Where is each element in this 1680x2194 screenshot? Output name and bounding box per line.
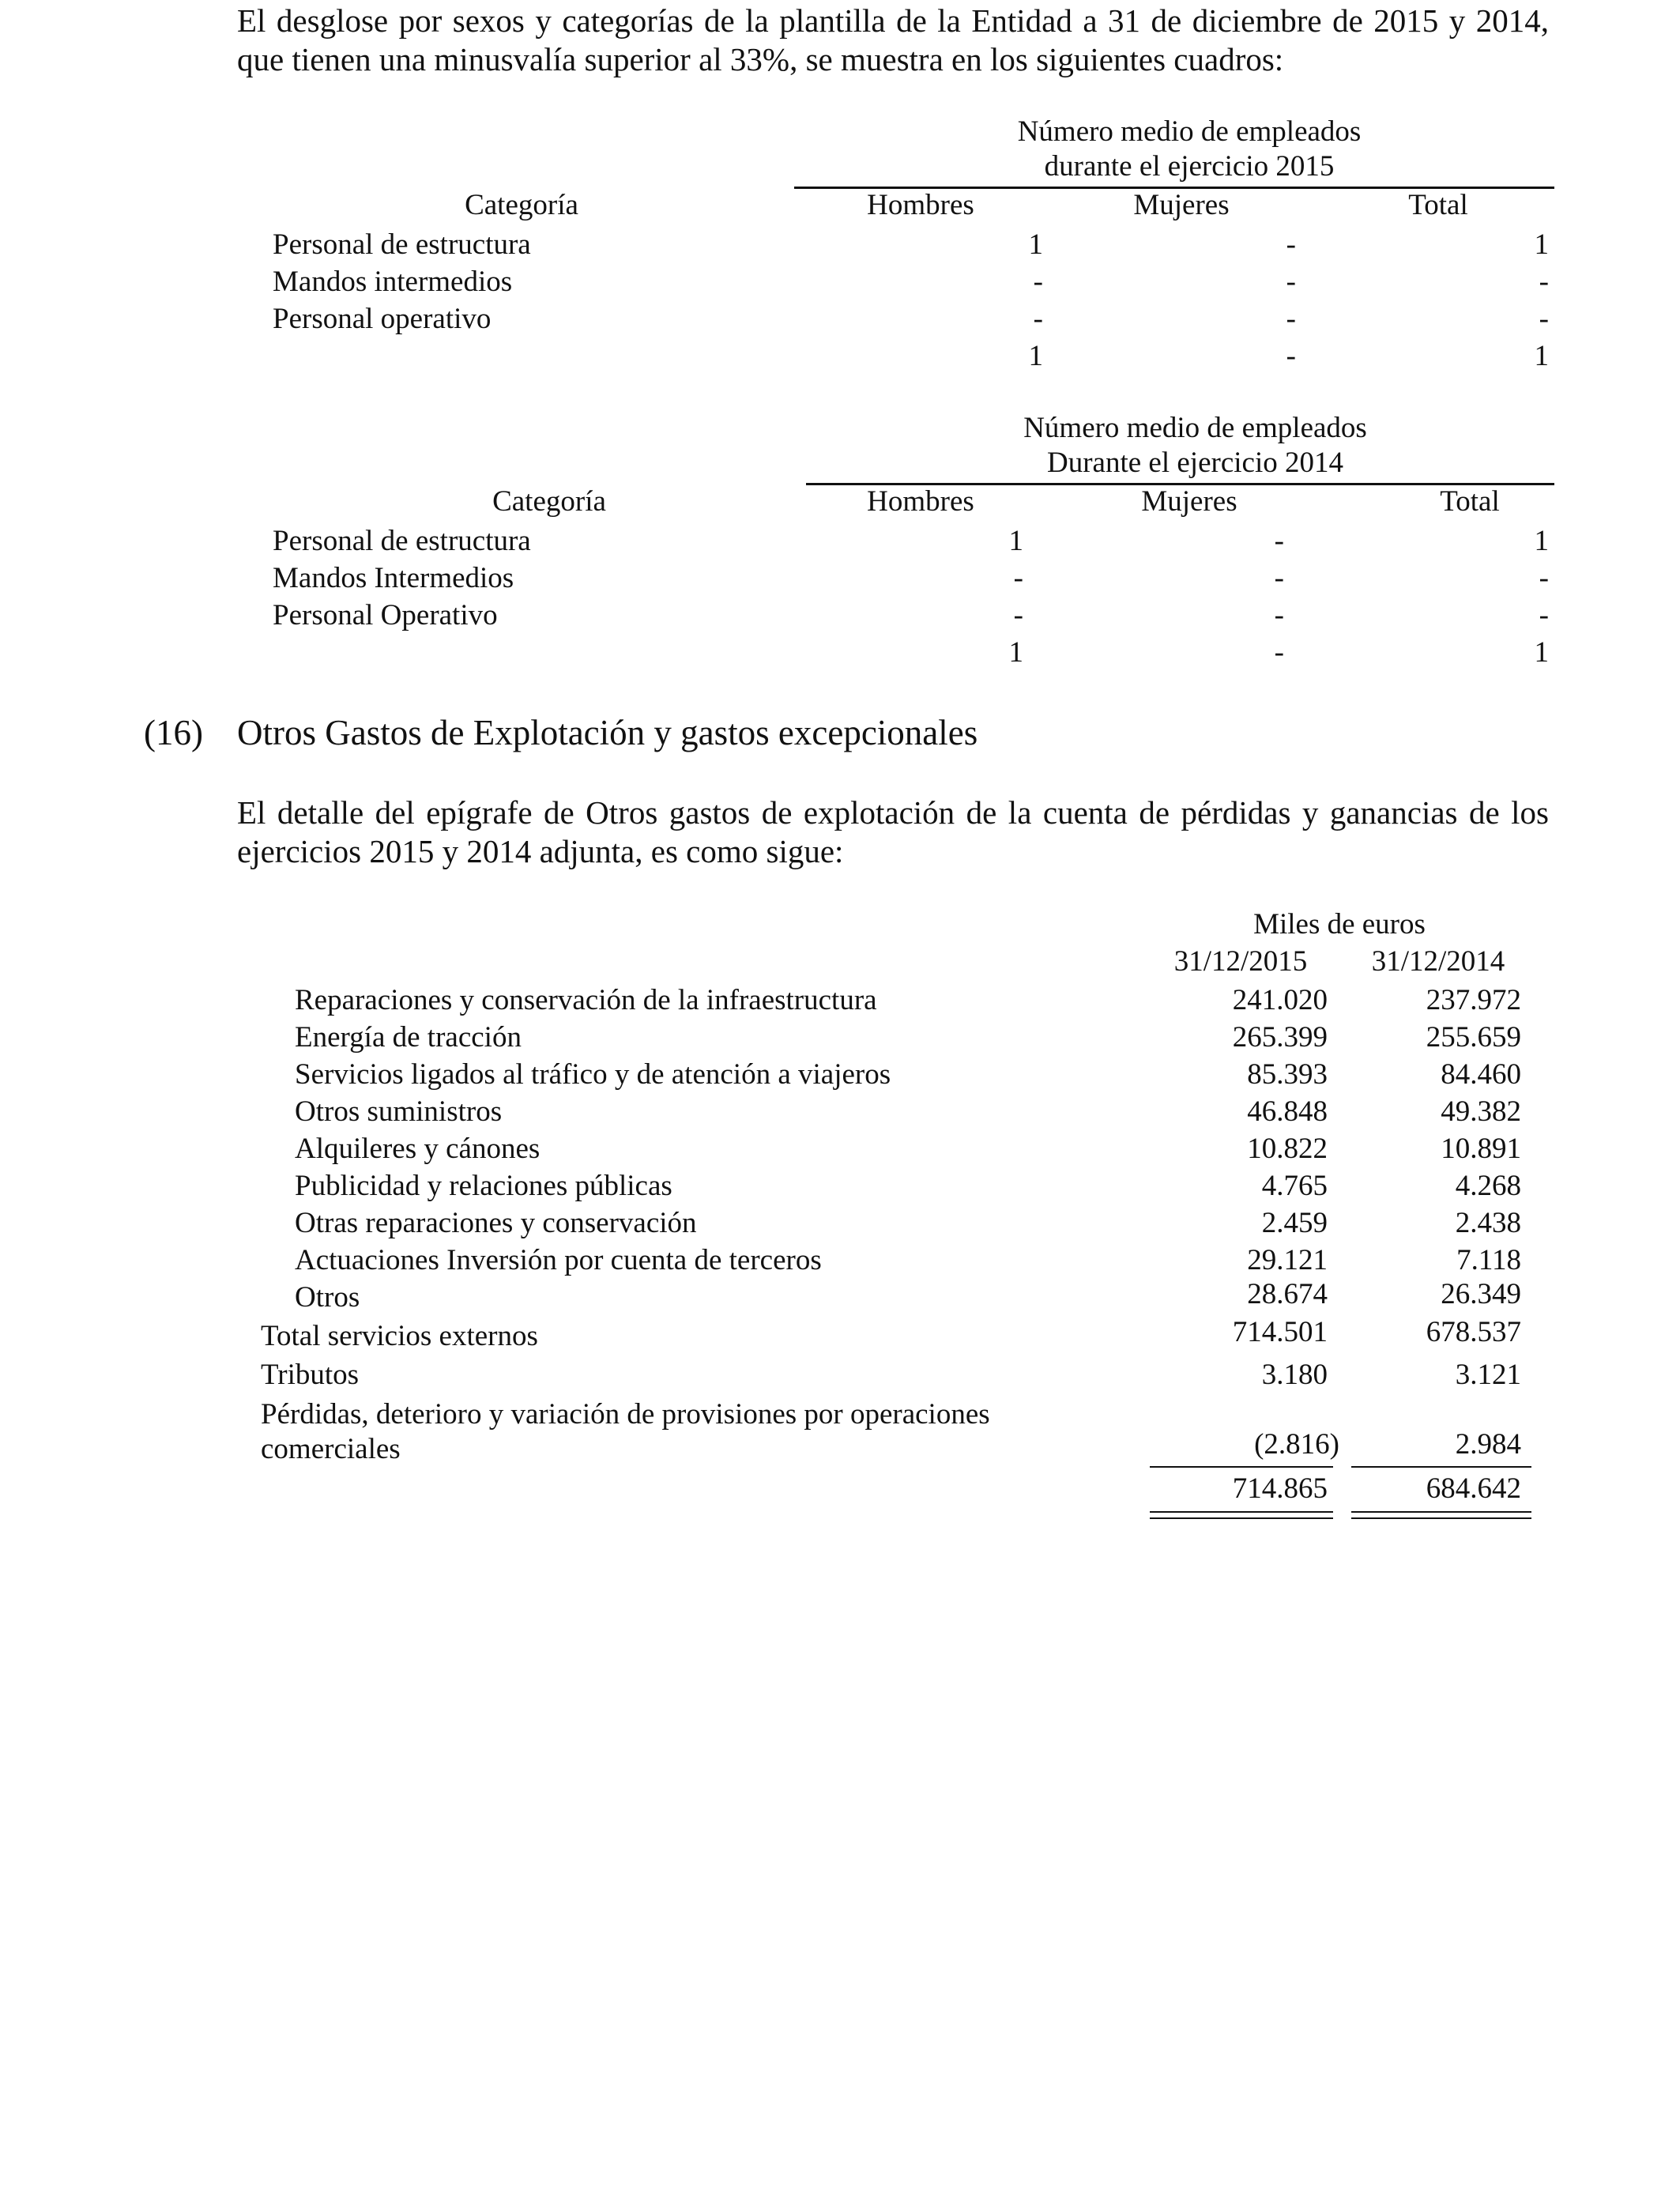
- perdidas-label-line1: Pérdidas, deterioro y variación de provisiones por operaciones: [261, 1398, 990, 1431]
- double-rule-2015-a: [1150, 1511, 1333, 1513]
- section-title: Otros Gastos de Explotación y gastos excepcionales: [237, 713, 978, 752]
- col-header-2014: 31/12/2014: [1371, 945, 1505, 978]
- expense-label: Servicios ligados al tráfico y de atención a viajeros: [295, 1058, 891, 1091]
- col-header-mujeres: Mujeres: [1141, 485, 1237, 518]
- expense-label: Otras reparaciones y conservación: [295, 1207, 697, 1239]
- expense-2014: 255.659: [1426, 1021, 1521, 1054]
- table-header-line2: durante el ejercicio 2015: [1044, 150, 1335, 183]
- expense-2014: 49.382: [1441, 1095, 1521, 1128]
- expense-2015: 241.020: [1232, 984, 1328, 1016]
- expense-2014: 84.460: [1441, 1058, 1521, 1091]
- row-hombres: -: [1033, 266, 1043, 298]
- row-hombres: 1: [1008, 525, 1023, 557]
- row-mujeres: -: [1274, 525, 1284, 557]
- expense-2014: 237.972: [1426, 984, 1521, 1016]
- grand-total-2014: 684.642: [1426, 1472, 1521, 1505]
- expense-label: Reparaciones y conservación de la infraestructura: [295, 984, 877, 1016]
- total-total: 1: [1534, 636, 1549, 669]
- expense-2015: 4.765: [1261, 1170, 1328, 1202]
- col-header-total: Total: [1440, 485, 1500, 518]
- double-rule-2015-b: [1150, 1517, 1333, 1519]
- col-header-hombres: Hombres: [867, 485, 974, 518]
- row-total: -: [1539, 599, 1549, 631]
- total-mujeres: -: [1274, 636, 1284, 669]
- tributos-2015: 3.180: [1261, 1359, 1328, 1391]
- row-hombres: 1: [1028, 228, 1043, 261]
- expense-2014: 2.438: [1455, 1207, 1521, 1239]
- row-mujeres: -: [1274, 599, 1284, 631]
- double-rule-2014-b: [1351, 1517, 1531, 1519]
- tributos-label: Tributos: [261, 1359, 360, 1391]
- expense-2014: 4.268: [1455, 1170, 1521, 1202]
- row-category: Personal de estructura: [273, 228, 531, 261]
- grand-total-2015: 714.865: [1232, 1472, 1328, 1505]
- col-header-total: Total: [1408, 189, 1468, 221]
- expense-label: Otros suministros: [295, 1095, 503, 1128]
- row-mujeres: -: [1286, 266, 1296, 298]
- table-header-line1: Número medio de empleados: [1023, 412, 1367, 444]
- row-category: Mandos intermedios: [273, 266, 513, 298]
- total-servicios-2015: 714.501: [1232, 1316, 1328, 1348]
- expense-2015: 2.459: [1261, 1207, 1328, 1239]
- col-header-categoria: Categoría: [492, 485, 606, 518]
- subtotal-rule-2015: [1150, 1466, 1333, 1468]
- expense-2015: 29.121: [1247, 1244, 1328, 1276]
- unit-header: Miles de euros: [1253, 908, 1426, 941]
- row-mujeres: -: [1286, 303, 1296, 335]
- row-total: 1: [1534, 228, 1549, 261]
- row-hombres: -: [1013, 599, 1023, 631]
- col-header-2015: 31/12/2015: [1173, 945, 1308, 978]
- table-header-line2: Durante el ejercicio 2014: [1047, 447, 1343, 479]
- perdidas-2014: 2.984: [1455, 1428, 1521, 1461]
- total-servicios-label: Total servicios externos: [261, 1320, 538, 1352]
- row-total: -: [1539, 266, 1549, 298]
- section-paragraph: El detalle del epígrafe de Otros gastos de explotación de la cuenta de pérdidas y ganancias de los ejercicios 2015 y 2014 adjunta, es como sigue:: [237, 794, 1549, 869]
- row-category: Mandos Intermedios: [273, 562, 514, 594]
- expense-2014: 7.118: [1456, 1244, 1521, 1276]
- col-header-categoria: Categoría: [465, 189, 578, 221]
- row-hombres: -: [1013, 562, 1023, 594]
- expense-2015: 10.822: [1247, 1133, 1328, 1165]
- row-mujeres: -: [1286, 228, 1296, 261]
- expense-2014: 10.891: [1441, 1133, 1521, 1165]
- expense-2015: 85.393: [1247, 1058, 1328, 1091]
- perdidas-2015: (2.816): [1254, 1428, 1339, 1461]
- total-hombres: 1: [1008, 636, 1023, 669]
- col-header-hombres: Hombres: [867, 189, 974, 221]
- row-category: Personal Operativo: [273, 599, 498, 631]
- intro-paragraph: El desglose por sexos y categorías de la plantilla de la Entidad a 31 de diciembre de 2015 y 2014, que tienen una minusvalía superior al 33%, se muestra en los siguientes cuadros:: [237, 2, 1549, 77]
- row-category: Personal operativo: [273, 303, 492, 335]
- row-hombres: -: [1033, 303, 1043, 335]
- total-servicios-2014: 678.537: [1426, 1316, 1521, 1348]
- row-total: -: [1539, 562, 1549, 594]
- expense-2015: 265.399: [1232, 1021, 1328, 1054]
- tributos-2014: 3.121: [1455, 1359, 1521, 1391]
- total-hombres: 1: [1028, 340, 1043, 372]
- expense-2014: 26.349: [1441, 1278, 1521, 1310]
- double-rule-2014-a: [1351, 1511, 1531, 1513]
- row-total: -: [1539, 303, 1549, 335]
- row-category: Personal de estructura: [273, 525, 531, 557]
- section-number: (16): [144, 713, 203, 752]
- table-header-line1: Número medio de empleados: [1017, 115, 1362, 148]
- row-mujeres: -: [1274, 562, 1284, 594]
- expense-label: Actuaciones Inversión por cuenta de terceros: [295, 1244, 822, 1276]
- subtotal-rule-2014: [1351, 1466, 1531, 1468]
- expense-2015: 46.848: [1247, 1095, 1328, 1128]
- expense-label: Alquileres y cánones: [295, 1133, 541, 1165]
- perdidas-label-line2: comerciales: [261, 1433, 401, 1465]
- total-total: 1: [1534, 340, 1549, 372]
- expense-label: Publicidad y relaciones públicas: [295, 1170, 672, 1202]
- expense-2015: 28.674: [1247, 1278, 1328, 1310]
- col-header-mujeres: Mujeres: [1133, 189, 1230, 221]
- expense-label: Otros: [295, 1281, 360, 1314]
- total-mujeres: -: [1286, 340, 1296, 372]
- row-total: 1: [1534, 525, 1549, 557]
- expense-label: Energía de tracción: [295, 1021, 522, 1054]
